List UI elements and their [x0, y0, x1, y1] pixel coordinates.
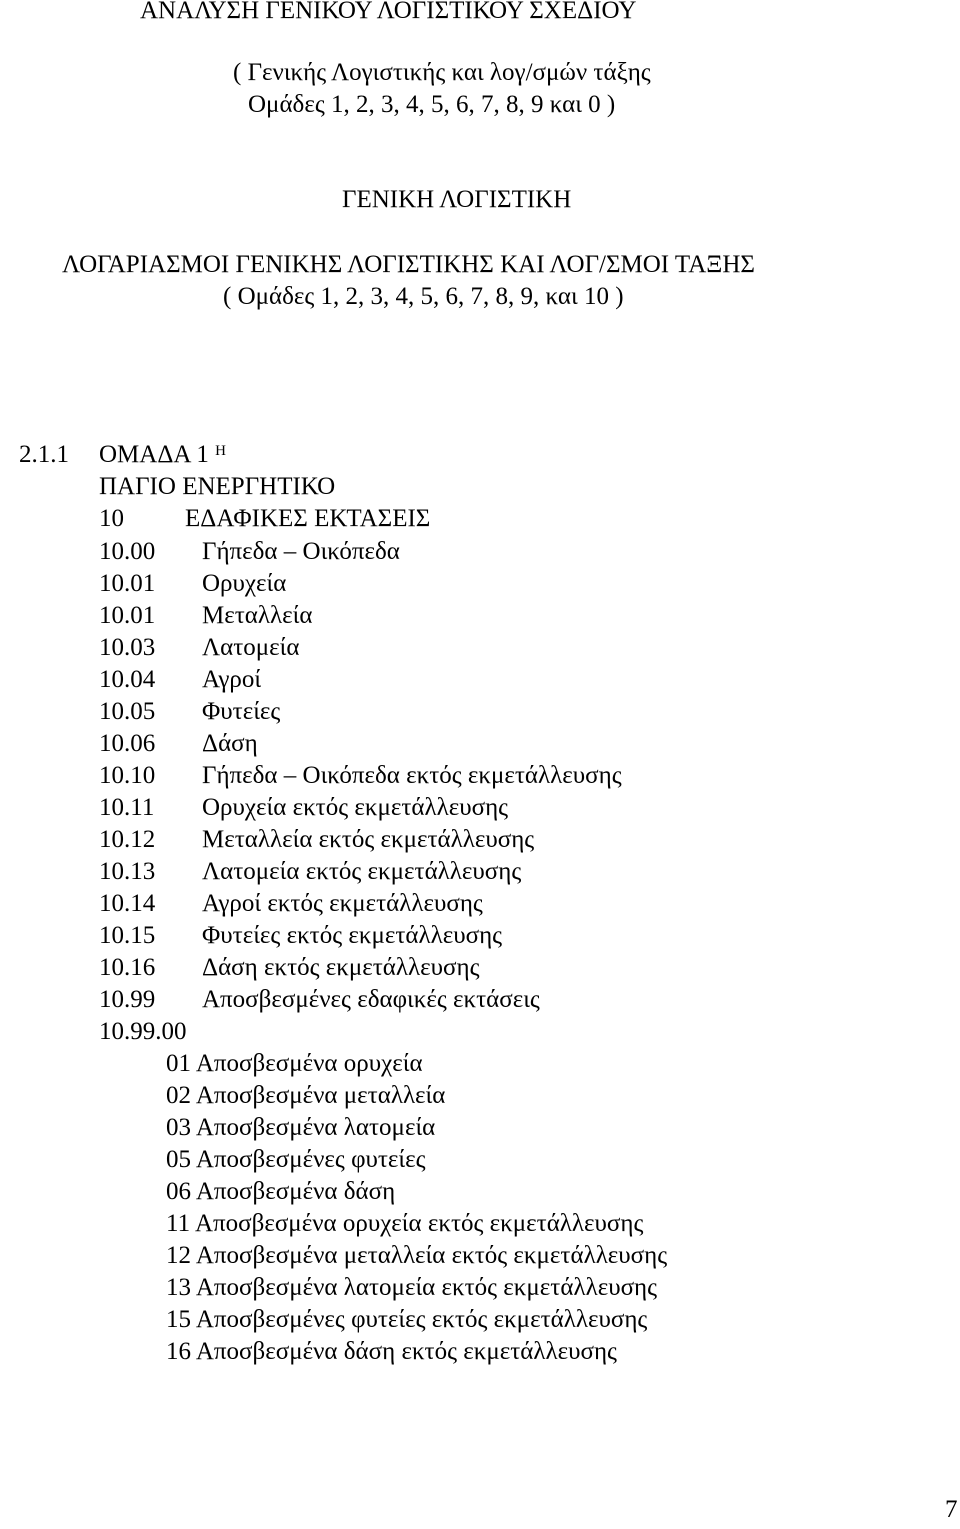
account-code: 10.04 — [99, 666, 156, 693]
account-label: Αγροί εκτός εκμετάλλευσης — [202, 890, 483, 917]
account-code: 10.15 — [99, 922, 156, 949]
account-label: Ορυχεία εκτός εκμετάλλευσης — [202, 794, 509, 821]
page-number: 7 — [945, 1496, 958, 1523]
account-code: 10.14 — [99, 890, 156, 917]
account-code: 10.11 — [99, 794, 155, 821]
account-code: 10.12 — [99, 826, 156, 853]
section-subtitle-line-2: ( Ομάδες 1, 2, 3, 4, 5, 6, 7, 8, 9, και 10 ) — [223, 283, 624, 310]
account-label: Γήπεδα – Οικόπεδα — [202, 538, 400, 565]
account-label: Δάση εκτός εκμετάλλευσης — [202, 954, 480, 981]
account-code: 10.06 — [99, 730, 156, 757]
account-label: Λατομεία — [202, 634, 300, 661]
account-code: 10.13 — [99, 858, 156, 885]
account-label: Αγροί — [202, 666, 262, 693]
account-code: 10.10 — [99, 762, 156, 789]
group-heading — [99, 440, 226, 470]
subaccount-item: 01 Αποσβεσμένα ορυχεία — [166, 1050, 423, 1077]
account-code: 10.03 — [99, 634, 156, 661]
subaccount-item: 13 Αποσβεσμένα λατομεία εκτός εκμετάλλευσης — [166, 1274, 658, 1301]
subaccount-item: 02 Αποσβεσμένα μεταλλεία — [166, 1082, 446, 1109]
document-title: ΑΝΑΛΥΣΗ ΓΕΝΙΚΟΥ ΛΟΓΙΣΤΙΚΟΥ ΣΧΕΔΙΟΥ — [140, 0, 637, 24]
group-number: 2.1.1 — [19, 441, 69, 468]
account-code: 10.99 — [99, 986, 156, 1013]
subaccount-code: 10.99.00 — [99, 1018, 187, 1045]
subaccount-item: 12 Αποσβεσμένα μεταλλεία εκτός εκμετάλλευσης — [166, 1242, 668, 1269]
document-subtitle-line-2: Ομάδες 1, 2, 3, 4, 5, 6, 7, 8, 9 και 0 ) — [248, 91, 616, 118]
section-subtitle-line-1: ΛΟΓΑΡΙΑΣΜΟΙ ΓΕΝΙΚΗΣ ΛΟΓΙΣΤΙΚΗΣ ΚΑΙ ΛΟΓ/ΣΜΟΙ ΤΑΞΗΣ — [62, 251, 755, 278]
document-subtitle-line-1: ( Γενικής Λογιστικής και λογ/σμών τάξης — [233, 59, 651, 86]
account-code: 10.01 — [99, 570, 156, 597]
subaccount-item: 06 Αποσβεσμένα δάση — [166, 1178, 396, 1205]
account-label: Μεταλλεία — [202, 602, 313, 629]
subaccount-item: 16 Αποσβεσμένα δάση εκτός εκμετάλλευσης — [166, 1338, 617, 1365]
group-label: ΟΜΑΔΑ 1 — [99, 441, 209, 468]
account-label: Φυτείες εκτός εκμετάλλευσης — [202, 922, 503, 949]
account-code: 10.05 — [99, 698, 156, 725]
group-subtitle: ΠΑΓΙΟ ΕΝΕΡΓΗΤΙΚΟ — [99, 473, 336, 500]
account-label: Λατομεία εκτός εκμετάλλευσης — [202, 858, 522, 885]
account-code: 10.16 — [99, 954, 156, 981]
account-label: ΕΔΑΦΙΚΕΣ ΕΚΤΑΣΕΙΣ — [185, 505, 431, 532]
section-title: ΓΕΝΙΚΗ ΛΟΓΙΣΤΙΚΗ — [342, 186, 572, 213]
account-label: Δάση — [202, 730, 258, 757]
subaccount-item: 05 Αποσβεσμένες φυτείες — [166, 1146, 426, 1173]
account-label: Ορυχεία — [202, 570, 287, 597]
account-label: Μεταλλεία εκτός εκμετάλλευσης — [202, 826, 535, 853]
subaccount-item: 03 Αποσβεσμένα λατομεία — [166, 1114, 436, 1141]
account-label: Αποσβεσμένες εδαφικές εκτάσεις — [202, 986, 540, 1013]
subaccount-item: 15 Αποσβεσμένες φυτείες εκτός εκμετάλλευσης — [166, 1306, 648, 1333]
account-label: Γήπεδα – Οικόπεδα εκτός εκμετάλλευσης — [202, 762, 622, 789]
subaccount-item: 11 Αποσβεσμένα ορυχεία εκτός εκμετάλλευσης — [166, 1210, 644, 1237]
account-code: 10 — [99, 505, 124, 532]
account-label: Φυτείες — [202, 698, 281, 725]
account-code: 10.01 — [99, 602, 156, 629]
group-superscript: Η — [215, 443, 226, 459]
account-code: 10.00 — [99, 538, 156, 565]
